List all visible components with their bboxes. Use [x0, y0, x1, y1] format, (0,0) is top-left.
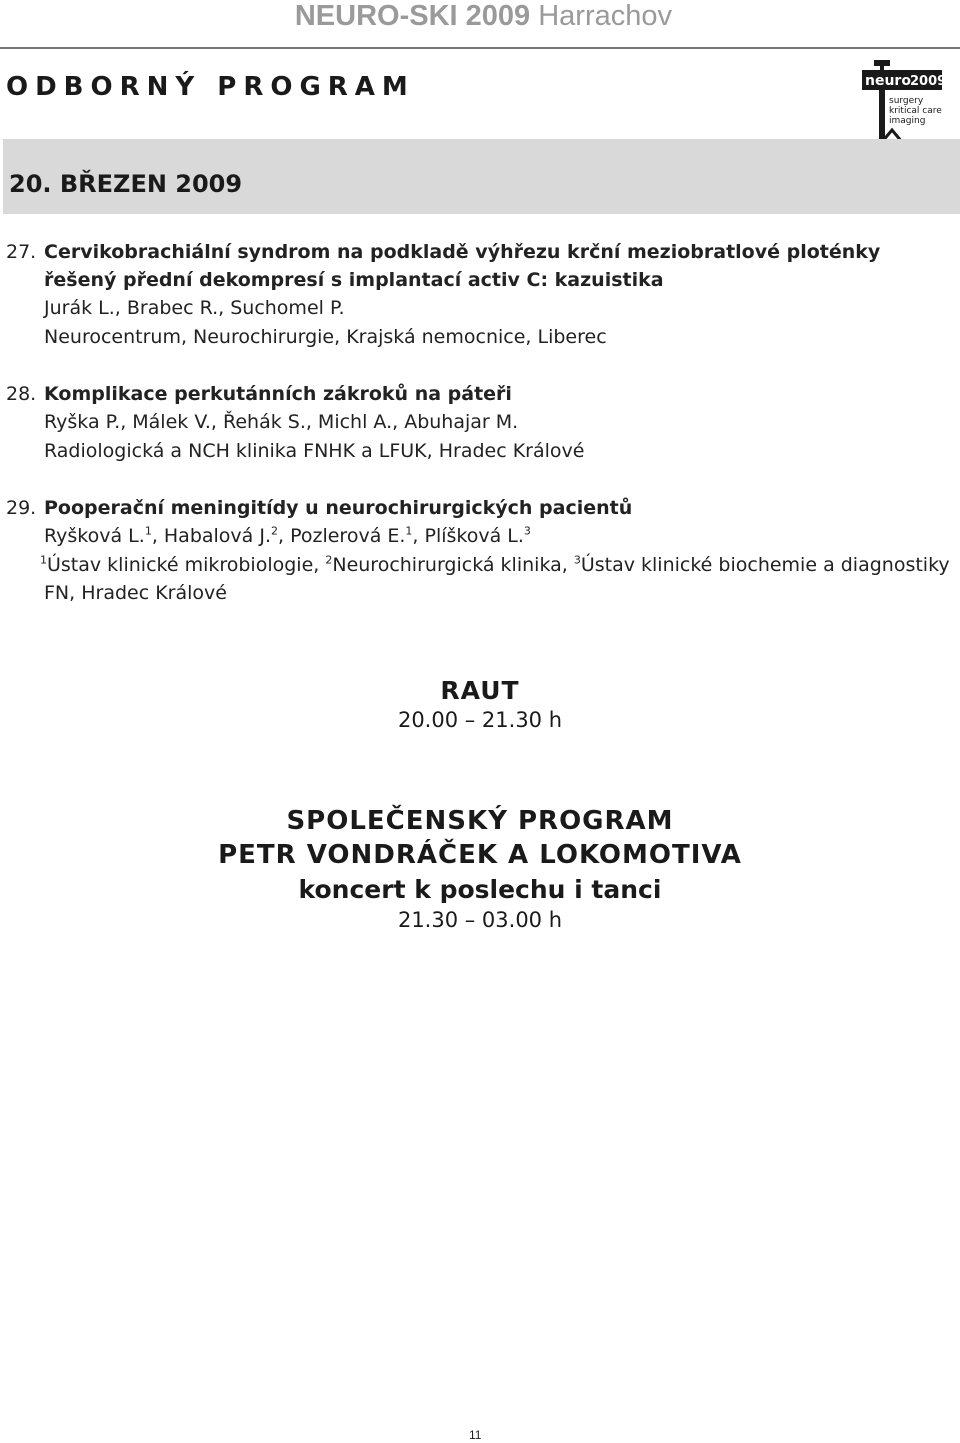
social-program-subtitle: koncert k poslechu i tanci — [298, 875, 662, 904]
date-heading: 20. BŘEZEN 2009 — [9, 170, 243, 198]
raut-time: 20.00 – 21.30 h — [397, 708, 563, 732]
social-program-time: 21.30 – 03.00 h — [397, 908, 563, 932]
talk-29-authors — [44, 522, 531, 550]
author-2: , Habalová J. — [151, 525, 271, 547]
running-header-light: Harrachov — [538, 0, 672, 32]
affil-3: Ústav klinické biochemie a diagnostiky — [580, 554, 950, 576]
logo-year: 2009 — [910, 74, 947, 89]
talk-29-affiliation-line-2: FN, Hradec Králové — [44, 582, 227, 604]
talk-29-affiliation — [40, 551, 950, 579]
talk-29-number: 29. — [6, 497, 37, 519]
author-3-sup: 1 — [405, 524, 413, 538]
talk-28-authors: Ryška P., Málek V., Řehák S., Michl A., Abuhajar M. — [44, 411, 519, 433]
affil-2: Neurochirurgická klinika, — [332, 554, 574, 576]
social-program-title: SPOLEČENSKÝ PROGRAM — [286, 806, 674, 836]
talk-28-affiliation: Radiologická a NCH klinika FNHK a LFUK, Hradec Králové — [44, 440, 585, 462]
logo-line-2: kritical care — [889, 106, 942, 116]
logo-line-3: imaging — [889, 116, 926, 126]
social-program-band: PETR VONDRÁČEK A LOKOMOTIVA — [218, 840, 742, 870]
page-number: 11 — [469, 1428, 482, 1442]
affil-2-sup: 2 — [325, 553, 333, 567]
affil-1: Ústav klinické mikrobiologie, — [47, 554, 326, 576]
talk-28-title: Komplikace perkutánních zákroků na páteři — [44, 383, 512, 405]
talk-27-title-line-1: Cervikobrachiální syndrom na podkladě výhřezu krční meziobratlové ploténky — [44, 241, 881, 263]
talk-27-authors: Jurák L., Brabec R., Suchomel P. — [44, 297, 345, 319]
author-3: , Pozlerová E. — [278, 525, 406, 547]
logo-line-1: surgery — [889, 96, 924, 106]
running-header-bold: NEURO-SKI 2009 — [294, 0, 531, 32]
author-1-sup: 1 — [144, 524, 152, 538]
affil-3-sup: 3 — [573, 553, 581, 567]
logo-word: neuro — [865, 73, 911, 89]
author-2-sup: 2 — [271, 524, 278, 538]
author-4-sup: 3 — [523, 524, 531, 538]
running-header — [295, 0, 672, 33]
talk-27-number: 27. — [6, 241, 37, 263]
talk-27-title-line-2: řešený přední dekompresí s implantací activ C: kazuistika — [44, 269, 664, 291]
header-divider — [0, 47, 960, 49]
section-heading: ODBORNÝ PROGRAM — [6, 72, 415, 102]
author-1: Ryšková L. — [44, 525, 145, 547]
author-4: , Plíšková L. — [412, 525, 524, 547]
raut-title: RAUT — [440, 676, 520, 705]
affil-1-sup: 1 — [40, 553, 47, 567]
talk-29-title: Pooperační meningitídy u neurochirurgických pacientů — [44, 497, 633, 519]
talk-28-number: 28. — [6, 383, 37, 405]
talk-27-affiliation: Neurocentrum, Neurochirurgie, Krajská nemocnice, Liberec — [44, 326, 607, 348]
